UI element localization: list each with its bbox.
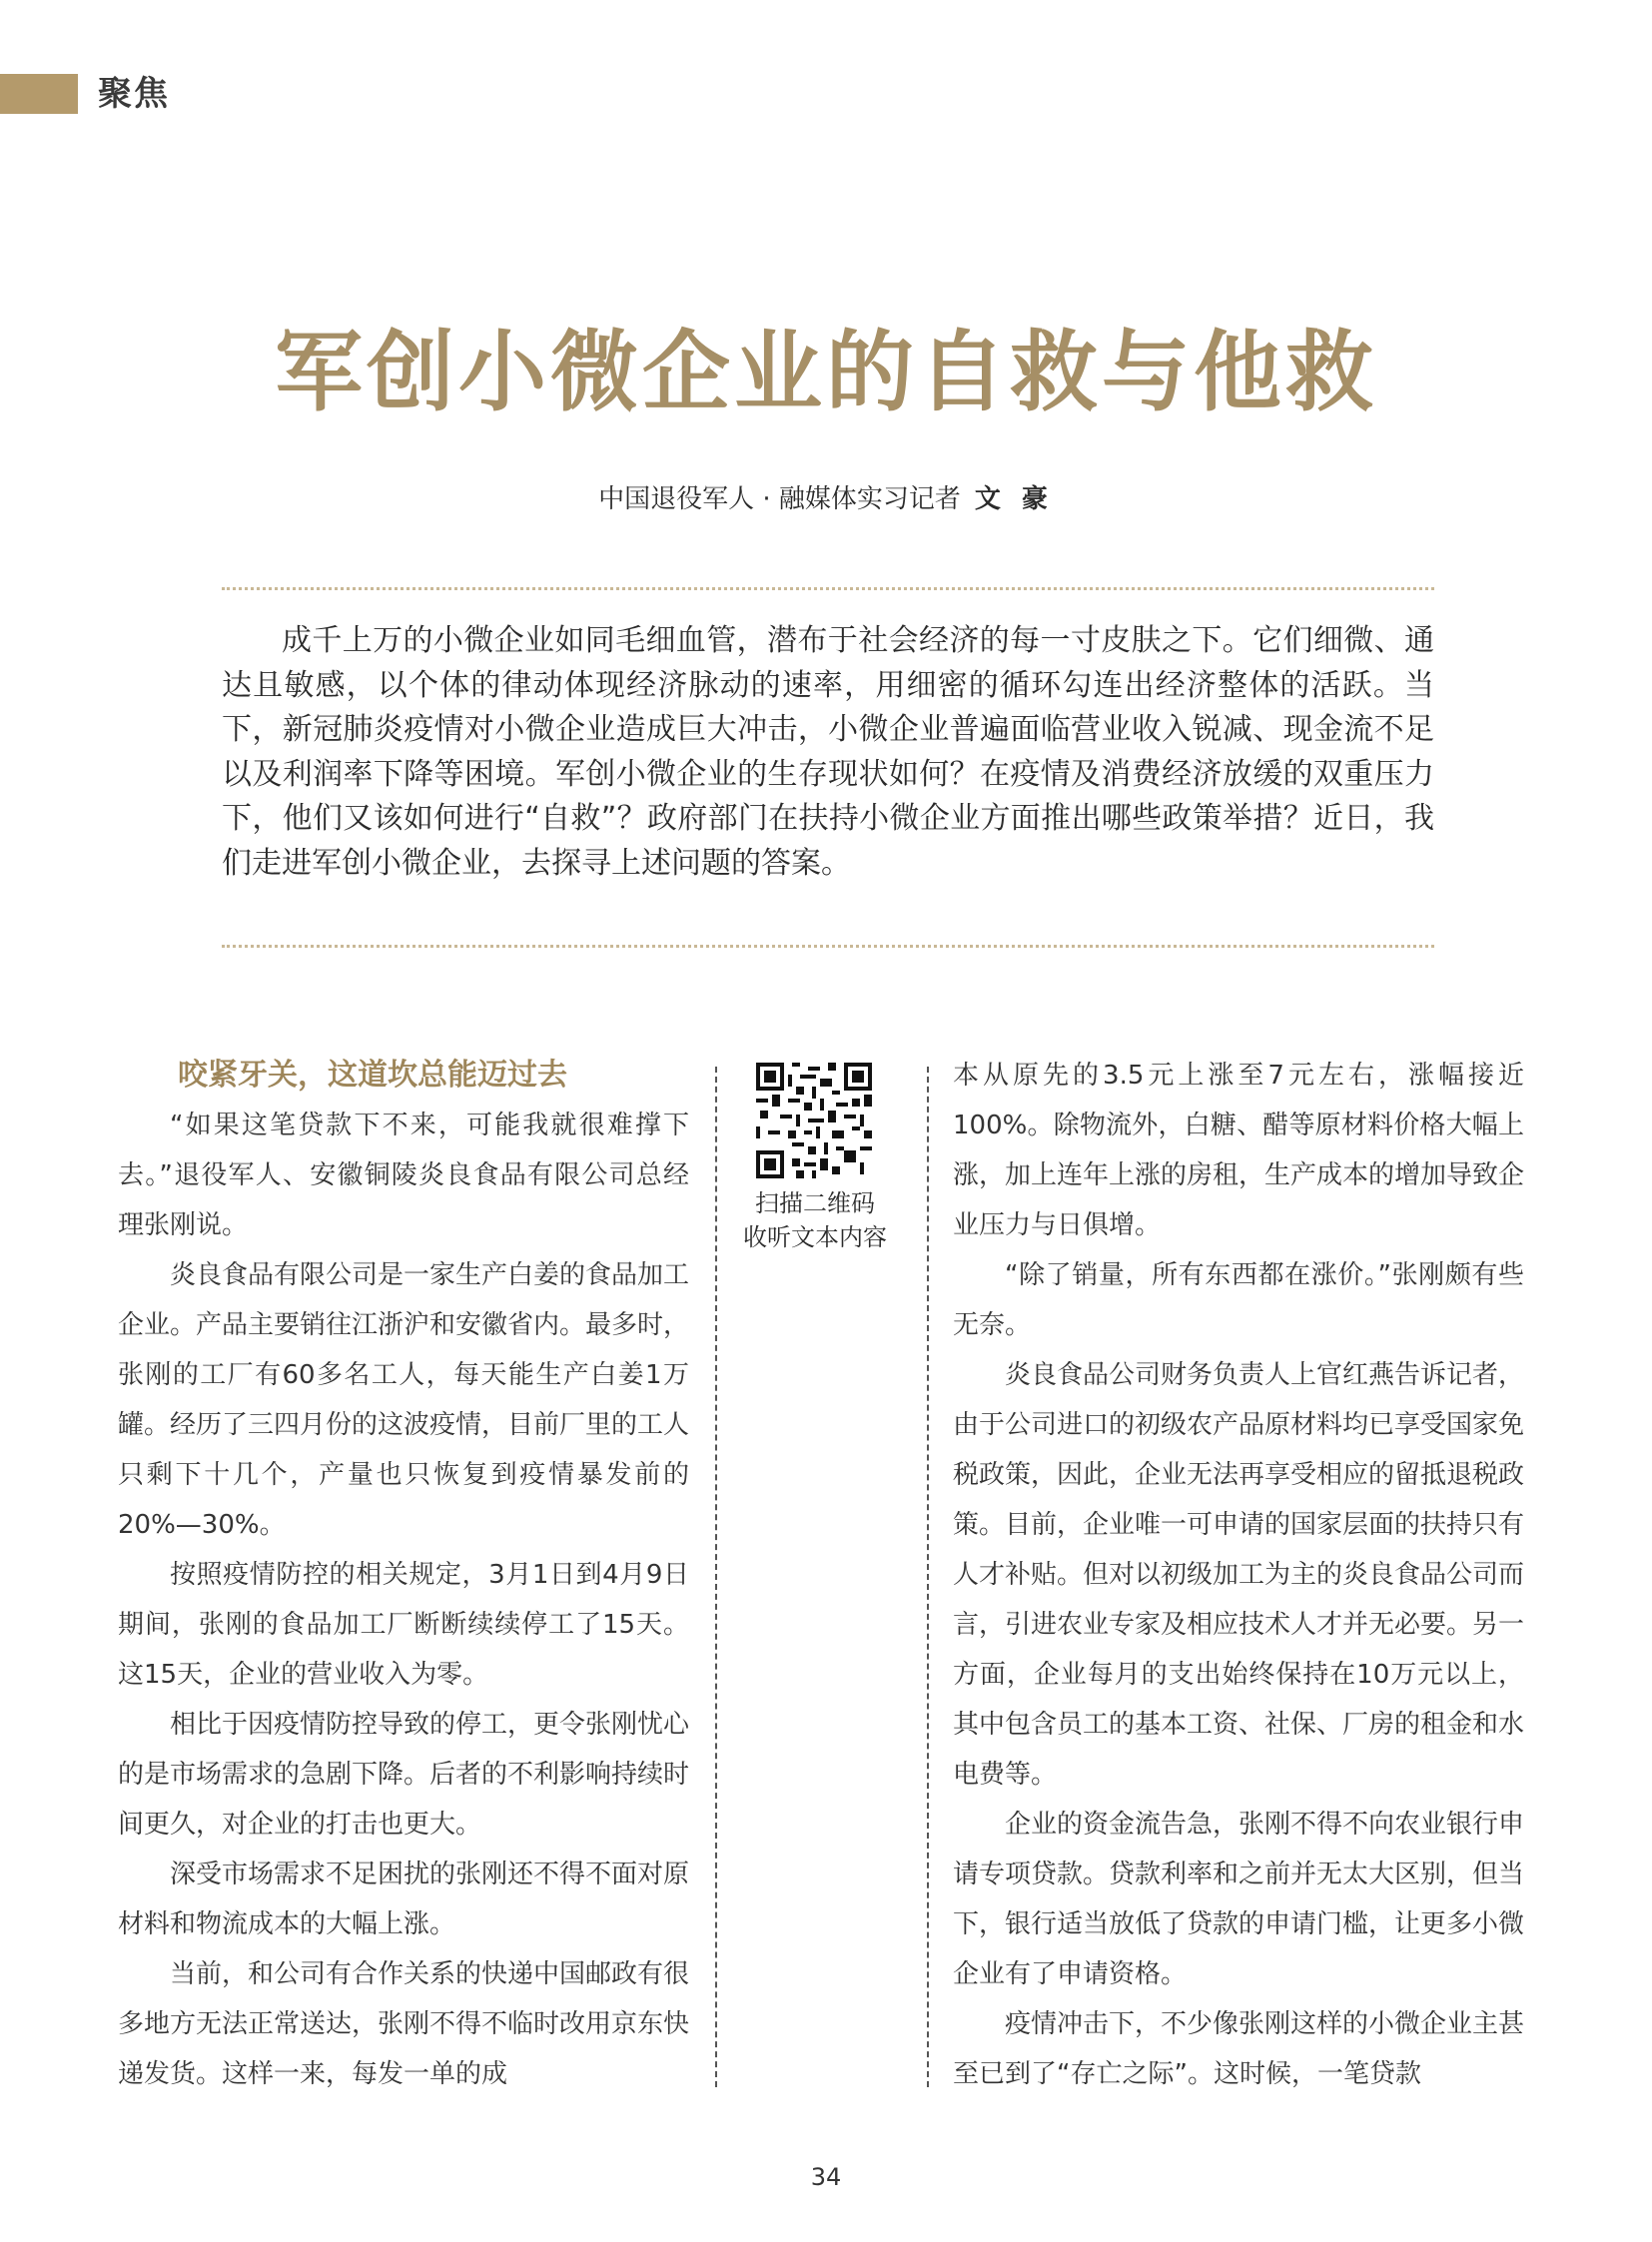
left-column <box>118 1051 689 2099</box>
paragraph: 深受市场需求不足困扰的张刚还不得不面对原材料和物流成本的大幅上涨。 <box>118 1860 690 1939</box>
paragraph: 炎良食品公司财务负责人上官红燕告诉记者，由于公司进口的初级农产品原材料均已享受国家免税政策，因此，企业无法再享受相应的留抵退税政策。目前，企业唯一可申请的国家层面的扶持只有人才补贴。但对以初级加工为主的炎良食品公司而言，引进农业专家及相应技术人才并无必要。另一方面，企业每月的支出始终保持在10万元以上，其中包含员工的基本工资、社保、厂房的租金和水电费等。 <box>953 1360 1525 1790</box>
paragraph: 按照疫情防控的相关规定，3月1日到4月9日期间，张刚的食品加工厂断断续续停工了15天。这15天，企业的营业收入为零。 <box>118 1560 689 1690</box>
page-number: 34 <box>810 2163 842 2191</box>
paragraph: 相比于因疫情防控导致的停工，更令张刚忧心的是市场需求的急剧下降。后者的不利影响持续时间更久，对企业的打击也更大。 <box>118 1710 690 1840</box>
column-divider-right <box>927 1067 929 2087</box>
paragraph: “如果这笔贷款下不来，可能我就很难撑下去。”退役军人、安徽铜陵炎良食品有限公司总经理张刚说。 <box>118 1111 689 1240</box>
article-title: 军创小微企业的自救与他救 <box>274 321 1377 423</box>
paragraph: 当前，和公司有合作关系的快递中国邮政有很多地方无法正常送达，张刚不得不临时改用京东快递发货。这样一来，每发一单的成 <box>118 1959 690 2089</box>
qr-code-icon[interactable] <box>756 1063 872 1178</box>
author-name: 文 豪 <box>974 484 1054 514</box>
byline-prefix: 中国退役军人 · 融媒体实习记者 <box>598 484 961 514</box>
paragraph: 本从原先的3.5元上涨至7元左右，涨幅接近100%。除物流外，白糖、醋等原材料价格大幅上涨，加上连年上涨的房租，生产成本的增加导致企业压力与日俱增。 <box>953 1061 1525 1240</box>
paragraph: 炎良食品有限公司是一家生产白姜的食品加工企业。产品主要销往江浙沪和安徽省内。最多时，张刚的工厂有60多名工人，每天能生产白姜1万罐。经历了三四月份的这波疫情，目前厂里的工人只剩下十几个，产量也只恢复到疫情暴发前的20%—30%。 <box>118 1260 690 1540</box>
qr-caption <box>735 1186 895 1254</box>
qr-caption-line: 扫描二维码 <box>755 1189 875 1217</box>
section-label: 聚焦 <box>98 74 170 114</box>
right-column <box>953 1051 1524 2099</box>
qr-caption-line: 收听文本内容 <box>743 1223 887 1251</box>
column-divider-left <box>715 1067 717 2087</box>
paragraph: 企业的资金流告急，张刚不得不向农业银行申请专项贷款。贷款利率和之前并无太大区别，但当下，银行适当放低了贷款的申请门槛，让更多小微企业有了申请资格。 <box>953 1810 1525 1989</box>
paragraph: 疫情冲击下，不少像张刚这样的小微企业主甚至已到了“存亡之际”。这时候，一笔贷款 <box>953 2009 1525 2089</box>
article-abstract: 成千上万的小微企业如同毛细血管，潜布于社会经济的每一寸皮肤之下。它们细微、通达且敏感，以个体的律动体现经济脉动的速率，用细密的循环勾连出经济整体的活跃。当下，新冠肺炎疫情对小微企业造成巨大冲击，小微企业普遍面临营业收入锐减、现金流不足以及利润率下降等困境。军创小微企业的生存现状如何？在疫情及消费经济放缓的双重压力下，他们又该如何进行“自救”？政府部门在扶持小微企业方面推出哪些政策举措？近日，我们走进军创小微企业，去探寻上述问题的答案。 <box>222 623 1434 881</box>
byline <box>0 479 1652 519</box>
dotted-divider-top <box>222 587 1434 590</box>
dotted-divider-bottom <box>222 945 1434 948</box>
section-subhead: 咬紧牙关，这道坎总能迈过去 <box>178 1058 567 1093</box>
paragraph: “除了销量，所有东西都在涨价。”张刚颇有些无奈。 <box>953 1260 1524 1340</box>
section-color-bar <box>0 74 78 114</box>
